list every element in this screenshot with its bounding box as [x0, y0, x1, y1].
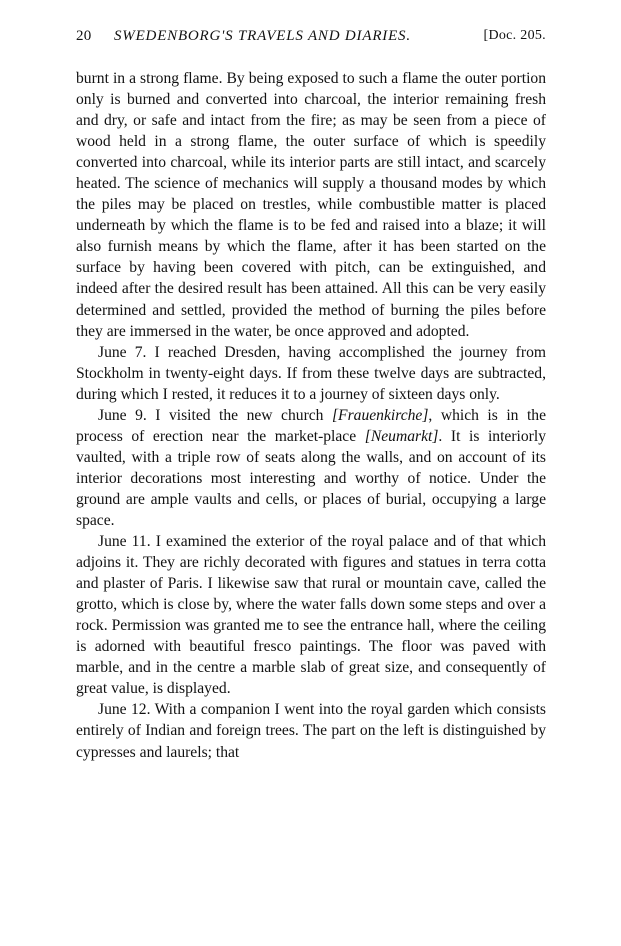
- diary-entry-june-7: June 7. I reached Dresden, having accomplished the journey from Stockholm in twenty-eight days. If from these twelve days are subtracted, during which I rested, it reduces it to a journey of sixteen days only.: [76, 343, 546, 403]
- document-page: [76, 28, 546, 763]
- diary-entry-june-11: June 11. I examined the exterior of the royal palace and of that which adjoins it. They are richly decorated with figures and statues in terra cotta and plaster of Paris. I likewise saw that rural or mountain cave, called the grotto, which is close by, where the water falls down some steps and over a rock. Permission was granted me to see the entrance hall, where the ceiling is adorned with beautiful fresco paintings. The floor was paved with marble, and in the centre a marble slab of great size, and consequently of great value, is displayed.: [76, 533, 546, 698]
- diary-entry-june-9: [76, 405, 546, 531]
- entry-text: , which is in the process of erection near the market-place: [76, 406, 546, 445]
- italic-term-frauenkirche: [Frauenkirche]: [331, 406, 429, 424]
- entry-text: . It is interiorly vaulted, with a triple row of seats along the walls, and on account of its interior decorations most interesting and worthy of notice. Under the ground are ample vaults and cells, or places of burial, occupying a large space.: [76, 427, 546, 529]
- diary-entry-june-12: June 12. With a companion I went into the royal garden which consists entirely of Indian and foreign trees. The part on the left is distinguished by cypresses and laurels; that: [76, 701, 546, 761]
- running-title: SWEDENBORG'S TRAVELS AND DIARIES.: [114, 28, 411, 44]
- body-text: [76, 68, 546, 763]
- entry-text: June 9. I visited the new church: [98, 406, 332, 424]
- document-reference: [Doc. 205.: [483, 28, 546, 43]
- italic-term-neumarkt: [Neumarkt]: [364, 427, 439, 445]
- page-number: 20: [76, 28, 92, 44]
- paragraph-continuation: burnt in a strong flame. By being exposed to such a flame the outer portion only is burned and converted into charcoal, the interior remaining fresh and dry, or safe and intact from the fire; as may be seen from a piece of wood held in a strong flame, the outer surface of which is speedily converted into charcoal, while its interior parts are still intact, and scarcely heated. The science of mechanics will supply a thousand modes by which the piles may be placed on trestles, while combustible matter is placed underneath by which the flame is to be fed and raised into a blaze; it will also furnish means by which the flame, after it has been started on the surface by having been covered with pitch, can be extinguished, and indeed after the desired result has been attained. All this can be very easily determined and settled, provided the method of burning the piles before they are immersed in the water, be once approved and adopted.: [76, 70, 546, 340]
- running-head: [76, 28, 546, 50]
